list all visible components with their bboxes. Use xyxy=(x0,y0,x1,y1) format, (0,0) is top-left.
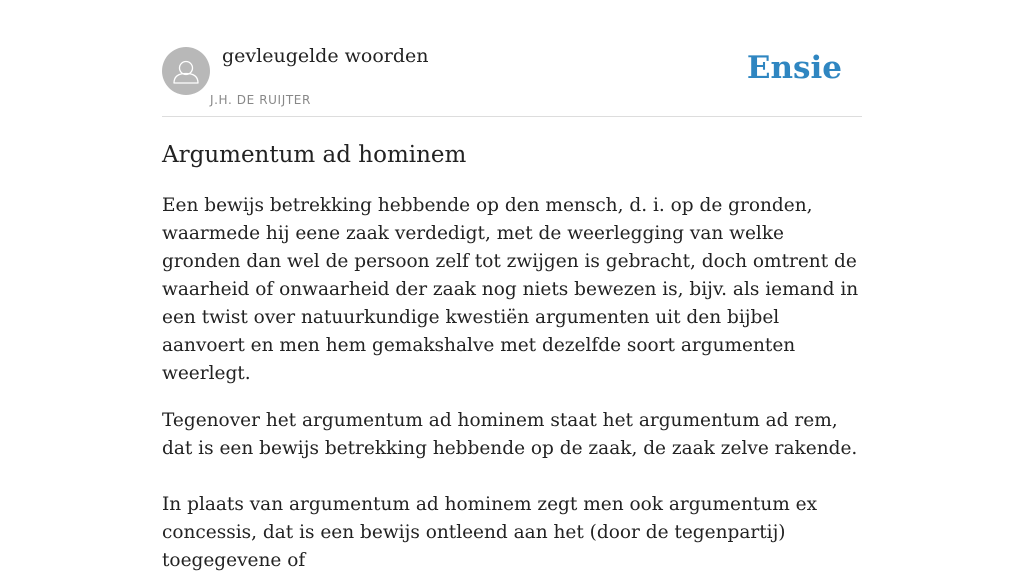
article-paragraph: Een bewijs betrekking hebbende op den mensch, d. i. op de gronden, waarmede hij eene zaak verdedigt, met de weerlegging van welke gronden dan wel de persoon zelf tot zwijgen is gebracht, doch omtrent de waarheid of onwaarheid der zaak nog niets bewezen is, bijv. als iemand in een twist over natuurkundige kwestiën argumenten uit den bijbel aanvoert en men hem gemakshalve met dezelfde soort argumenten weerlegt. xyxy=(162,195,859,384)
book-title[interactable]: gevleugelde woorden xyxy=(222,45,429,67)
header xyxy=(162,0,862,117)
user-avatar-icon xyxy=(162,47,210,95)
entry-title: Argumentum ad hominem xyxy=(162,142,467,168)
article-paragraph: Tegenover het argumentum ad hominem staat het argumentum ad rem, dat is een bewijs betrekking hebbende op de zaak, de zaak zelve rakende. xyxy=(162,410,858,459)
article-paragraph: In plaats van argumentum ad hominem zegt men ook argumentum ex concessis, dat is een bewijs ontleend aan het (door de tegenpartij) toegegevene of xyxy=(162,494,818,571)
author-name[interactable]: J.H. DE RUIJTER xyxy=(210,93,311,107)
ensie-logo[interactable]: Ensie xyxy=(746,50,842,86)
article xyxy=(162,138,862,575)
